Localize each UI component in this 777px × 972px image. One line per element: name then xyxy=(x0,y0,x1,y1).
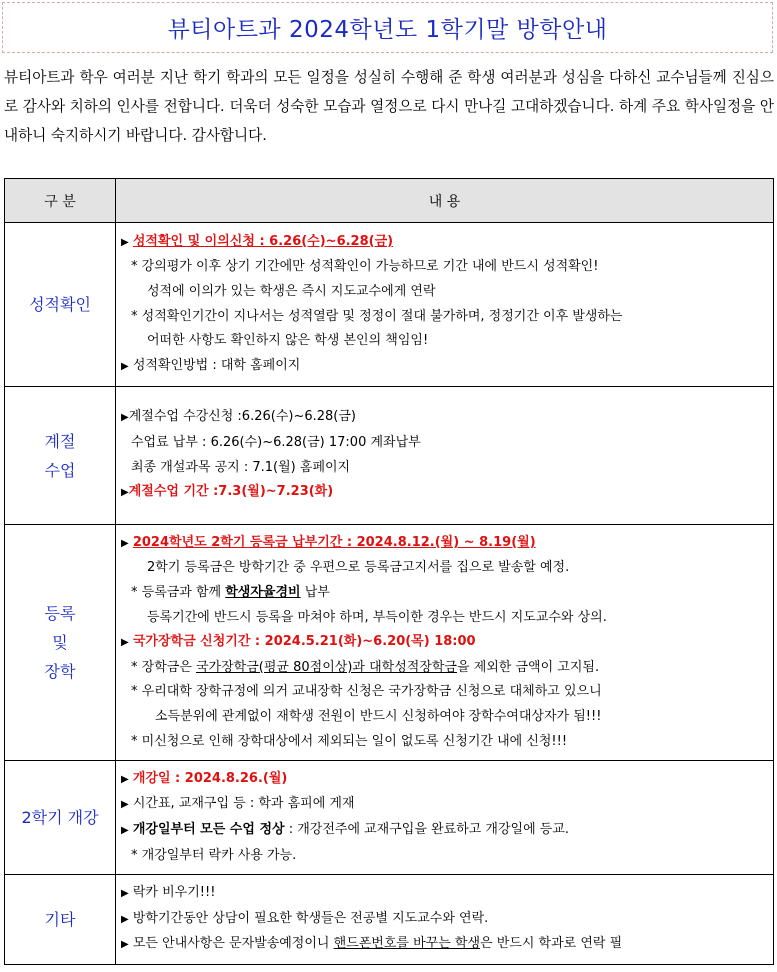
category-summer-line2: 수업 xyxy=(44,460,76,480)
table-row xyxy=(5,387,774,525)
list-item: 등록기간에 반드시 등록을 마쳐야 하며, 부득이한 경우는 반드시 지도교수와 상의. xyxy=(147,609,607,625)
category-registration-line3: 장학 xyxy=(44,662,76,681)
list-item: 소득분위에 관계없이 재학생 전원이 반드시 신청하여야 장학수여대상자가 됨!!! xyxy=(155,708,602,724)
text-segment: 은 반드시 학과로 연락 필 xyxy=(480,936,623,952)
bullet-icon: ▶ xyxy=(121,360,129,372)
header-content: 내 용 xyxy=(116,179,774,223)
title-box xyxy=(2,2,773,53)
bullet-icon: ▶ xyxy=(121,825,129,836)
list-item xyxy=(121,405,765,431)
student-fee-highlight: 학생자율경비 xyxy=(225,585,301,601)
bullet-icon: ▶ xyxy=(121,939,129,951)
bullet-icon: ▶ xyxy=(121,236,129,248)
list-item: 수업료 납부 : 6.26(수)~6.28(금) 17:00 계좌납부 xyxy=(131,434,421,450)
text-segment: 락카 비우기!!! xyxy=(132,885,216,901)
text-segment: * 등록금과 함께 xyxy=(131,585,226,601)
category-summer xyxy=(5,387,116,525)
category-summer-line1: 계절 xyxy=(44,431,76,451)
tuition-period: 2024학년도 2학기 등록금 납부기간 : 2024.8.12.(월) ~ 8.19(월) xyxy=(132,534,536,550)
category-other: 기타 xyxy=(5,875,116,965)
bullet-icon: ▶ xyxy=(121,412,129,424)
category-semester: 2학기 개강 xyxy=(5,761,116,875)
text-segment: 납부 xyxy=(300,585,330,601)
list-item: * 강의평가 이후 상기 기간에만 성적확인이 가능하므로 기간 내에 반드시 성적확인! xyxy=(131,259,599,275)
list-item: 성적에 이의가 있는 학생은 즉시 지도교수에게 연락 xyxy=(147,283,436,299)
bullet-icon: ▶ xyxy=(121,537,129,549)
summer-period: 계절수업 기간 :7.3(월)~7.23(화) xyxy=(128,484,334,500)
grade-check-method: 성적확인방법 : 대학 홈페이지 xyxy=(132,357,301,373)
content-grades xyxy=(116,223,774,387)
bullet-icon: ▶ xyxy=(121,773,129,785)
list-item xyxy=(121,581,765,606)
schedule-table xyxy=(4,178,774,965)
table-row xyxy=(5,761,774,875)
category-registration-line1: 등록 xyxy=(44,604,76,623)
category-grades: 성적확인 xyxy=(5,223,116,387)
text-segment: 시간표, 교재구입 등 : 학과 홈피에 게재 xyxy=(132,796,355,812)
list-item: 어떠한 사항도 확인하지 않은 학생 본인의 책임임! xyxy=(147,333,429,349)
header-category: 구 분 xyxy=(5,179,116,223)
list-item: * 우리대학 장학규정에 의거 교내장학 신청은 국가장학금 신청으로 대체하고 있으니 xyxy=(131,684,602,700)
list-item xyxy=(121,531,765,557)
text-segment: * 장학금은 xyxy=(131,659,196,675)
summer-registration: 계절수업 수강신청 :6.26(수)~6.28(금) xyxy=(128,409,356,425)
text-segment: 방학기간동안 상담이 필요한 학생들은 전공별 지도교수와 연락. xyxy=(132,910,489,926)
category-registration-line2: 및 xyxy=(52,633,68,652)
list-item xyxy=(121,656,765,681)
list-item xyxy=(121,907,765,933)
text-segment: 을 제외한 금액이 고지됨. xyxy=(457,659,600,675)
bullet-icon: ▶ xyxy=(121,799,129,811)
table-header-row xyxy=(5,179,774,223)
semester-start-date: 개강일 : 2024.8.26.(월) xyxy=(132,770,288,786)
list-item xyxy=(121,480,765,506)
bullet-icon: ▶ xyxy=(121,913,129,925)
list-item xyxy=(121,881,765,907)
bullet-icon: ▶ xyxy=(121,888,129,900)
text-segment: : 개강전주에 교재구입을 완료하고 개강일에 등교. xyxy=(284,822,570,837)
list-item xyxy=(121,818,765,844)
list-item xyxy=(121,354,765,380)
table-row xyxy=(5,875,774,965)
national-scholarship-period: 국가장학금 신청기간 : 2024.5.21(화)~6.20(목) 18:00 xyxy=(132,634,476,650)
grade-check-period: 성적확인 및 이의신청 : 6.26(수)~6.28(금) xyxy=(132,233,394,249)
document-title: 뷰티아트과 2024학년도 1학기말 방학안내 xyxy=(167,17,608,43)
list-item xyxy=(121,230,765,256)
list-item xyxy=(121,630,765,656)
scholarship-highlight: 국가장학금(평균 80점이상)과 대학성적장학금 xyxy=(196,659,457,675)
list-item: * 미신청으로 인해 장학대상에서 제외되는 일이 없도록 신청기간 내에 신청!!! xyxy=(131,733,568,749)
content-other xyxy=(116,875,774,965)
list-item xyxy=(121,792,765,818)
list-item: * 성적확인기간이 지나서는 성적열람 및 정정이 절대 불가하며, 정정기간 이후 발생하는 xyxy=(131,308,623,324)
list-item: 최종 개설과목 공지 : 7.1(월) 홈페이지 xyxy=(131,459,351,475)
phone-change-highlight: 핸드폰번호를 바꾸는 학생 xyxy=(333,936,481,952)
table-row xyxy=(5,525,774,761)
list-item: * 개강일부터 락카 사용 가능. xyxy=(131,847,297,863)
category-registration xyxy=(5,525,116,761)
list-item xyxy=(121,932,765,958)
table-row xyxy=(5,223,774,387)
classes-normal-highlight: 개강일부터 모든 수업 정상 xyxy=(132,822,285,837)
list-item: 2학기 등록금은 방학기간 중 우편으로 등록금고지서를 집으로 발송할 예정. xyxy=(147,560,570,576)
content-summer xyxy=(116,387,774,525)
text-segment: 모든 안내사항은 문자발송예정이니 xyxy=(132,936,334,952)
content-registration xyxy=(116,525,774,761)
list-item xyxy=(121,767,765,793)
bullet-icon: ▶ xyxy=(121,487,129,499)
intro-paragraph: 뷰티아트과 학우 여러분 지난 학기 학과의 모든 일정을 성실히 수행해 준 학생 여러분과 성심을 다하신 교수님들께 진심으로 감사와 치하의 인사를 전합니다. 더욱더 성숙한 모습과 열정으로 다시 만나길 고대하겠습니다. 하계 주요 학사일정을 안내하니 숙지하시기 바랍니다. 감사합니다. xyxy=(4,69,774,144)
content-semester xyxy=(116,761,774,875)
bullet-icon: ▶ xyxy=(121,637,129,649)
